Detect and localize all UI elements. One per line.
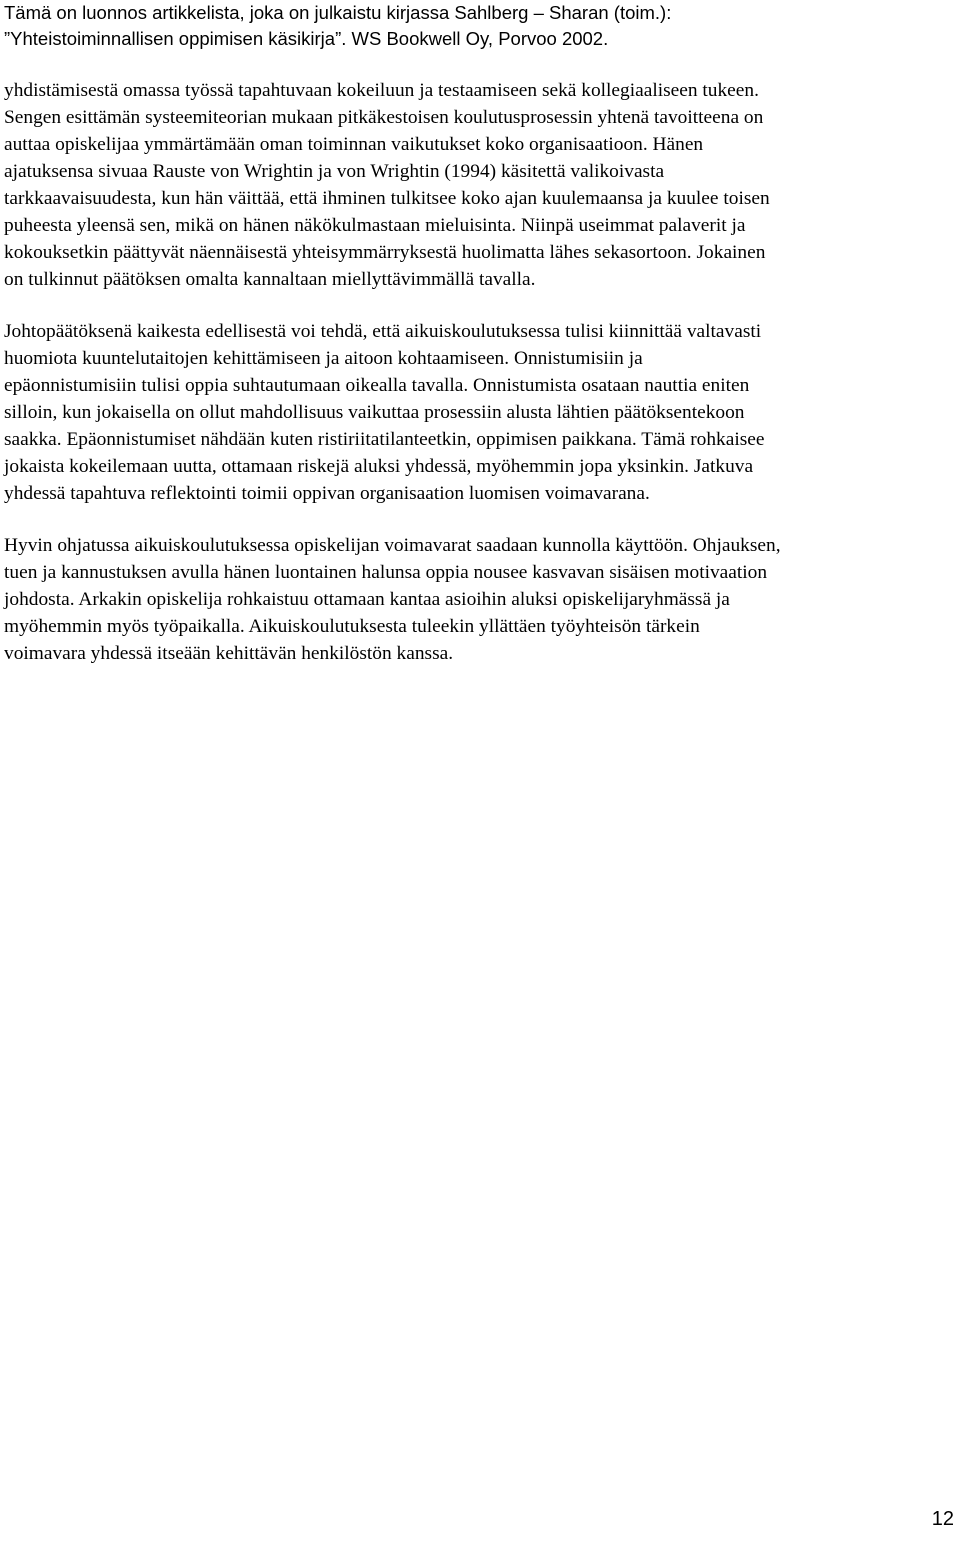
text-line: yhdistämisestä omassa työssä tapahtuvaan kokeiluun ja testaamiseen sekä kollegiaaliseen tukeen.	[4, 80, 759, 101]
text-line: yhdessä tapahtuva reflektointi toimii oppivan organisaation luomisen voimavarana.	[4, 483, 650, 504]
text-line: tarkkaavaisuudesta, kun hän väittää, että ihminen tulkitsee koko ajan kuulemaansa ja kuulee toisen	[4, 188, 770, 209]
paragraph-3	[4, 532, 950, 667]
text-line: on tulkinnut päätöksen omalta kannaltaan miellyttävimmällä tavalla.	[4, 269, 536, 290]
text-line: Sengen esittämän systeemiteorian mukaan pitkäkestoisen koulutusprosessin yhtenä tavoitteena on	[4, 107, 764, 128]
text-line: kokouksetkin päättyvät näennäisestä yhteisymmärryksestä huolimatta lähes sekasortoon. Jokainen	[4, 242, 766, 263]
text-line: jokaista kokeilemaan uutta, ottamaan riskejä aluksi yhdessä, myöhemmin jopa yksinkin. Jatkuva	[4, 456, 754, 477]
text-line: tuen ja kannustuksen avulla hänen luontainen halunsa oppia nousee kasvavan sisäisen motivaation	[4, 562, 768, 583]
paragraph-2	[4, 318, 950, 507]
text-line: huomiota kuuntelutaitojen kehittämiseen ja aitoon kohtaamiseen. Onnistumisiin ja	[4, 348, 643, 369]
header-line: Tämä on luonnos artikkelista, joka on julkaistu kirjassa Sahlberg – Sharan (toim.):	[4, 2, 672, 23]
text-line: johdosta. Arkakin opiskelija rohkaistuu ottamaan kantaa asioihin aluksi opiskelijaryhmässä ja	[4, 589, 730, 610]
text-line: puheesta yleensä sen, mikä on hänen näkökulmastaan mieluisinta. Niinpä useimmat palaverit ja	[4, 215, 746, 236]
text-line: Hyvin ohjatussa aikuiskoulutuksessa opiskelijan voimavarat saadaan kunnolla käyttöön. Ohjauksen,	[4, 535, 781, 556]
article-body	[4, 77, 950, 692]
text-line: auttaa opiskelijaa ymmärtämään oman toiminnan vaikutukset koko organisaatioon. Hänen	[4, 134, 704, 155]
text-line: voimavara yhdessä itseään kehittävän henkilöstön kanssa.	[4, 643, 454, 664]
text-line: saakka. Epäonnistumiset nähdään kuten ristiriitatilanteetkin, oppimisen paikkana. Tämä rohkaisee	[4, 429, 765, 450]
text-line: Johtopäätöksenä kaikesta edellisestä voi tehdä, että aikuiskoulutuksessa tulisi kiinnittää valtavasti	[4, 321, 762, 342]
header-line: ”Yhteistoiminnallisen oppimisen käsikirja”. WS Bookwell Oy, Porvoo 2002.	[4, 28, 609, 49]
paragraph-1	[4, 77, 950, 293]
page-number: 12	[931, 1508, 954, 1530]
text-line: ajatuksensa sivuaa Rauste von Wrightin ja von Wrightin (1994) käsitettä valikoivasta	[4, 161, 665, 182]
text-line: epäonnistumisiin tulisi oppia suhtautumaan oikealla tavalla. Onnistumista osataan nauttia eniten	[4, 375, 750, 396]
page-header	[4, 0, 944, 52]
text-line: myöhemmin myös työpaikalla. Aikuiskoulutuksesta tuleekin yllättäen työyhteisön tärkein	[4, 616, 700, 637]
text-line: silloin, kun jokaisella on ollut mahdollisuus vaikuttaa prosessiin alusta lähtien päätöksentekoon	[4, 402, 745, 423]
